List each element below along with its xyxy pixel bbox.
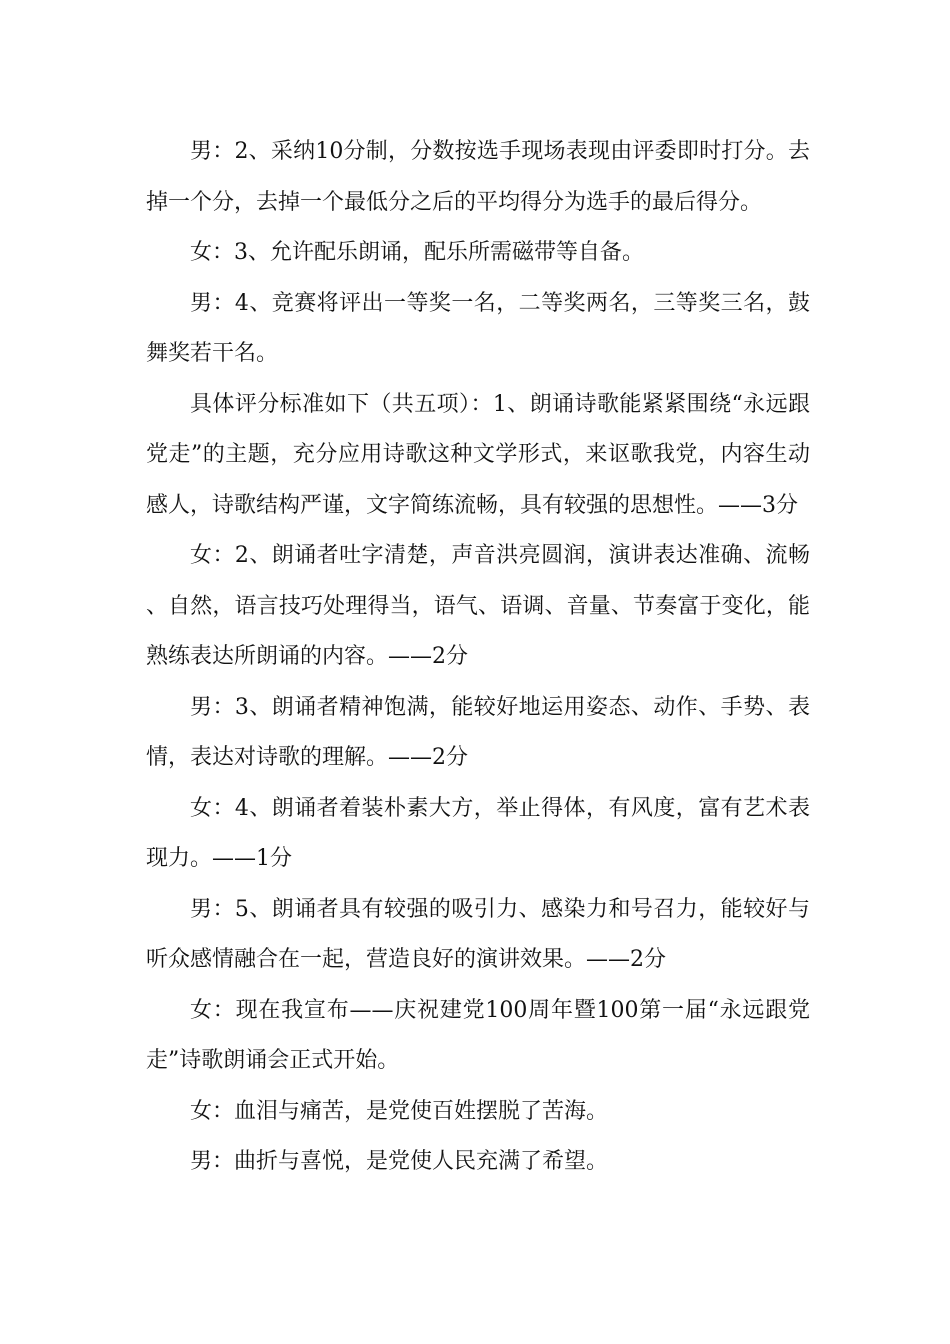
- paragraph: 女：2、朗诵者吐字清楚，声音洪亮圆润，演讲表达准确、流畅、自然，语言技巧处理得当，语气、语调、音量、节奏富于变化，能熟练表达所朗诵的内容。——2分: [146, 543, 810, 669]
- paragraph: 女：3、允许配乐朗诵，配乐所需磁带等自备。: [190, 240, 644, 265]
- paragraph: 具体评分标准如下（共五项）：1、朗诵诗歌能紧紧围绕“永远跟党走”的主题，充分应用诗歌这种文学形式，来讴歌我党，内容生动感人，诗歌结构严谨，文字简练流畅，具有较强的思想性。——3分: [146, 391, 810, 518]
- paragraph: 男：2、采纳10分制，分数按选手现场表现由评委即时打分。去掉一个分，去掉一个最低分之后的平均得分为选手的最后得分。: [146, 139, 810, 215]
- paragraph: 男：4、竞赛将评出一等奖一名，二等奖两名，三等奖三名，鼓舞奖若干名。: [146, 290, 810, 366]
- paragraph: 男：曲折与喜悦，是党使人民充满了希望。: [190, 1149, 609, 1174]
- paragraph: 女：现在我宣布——庆祝建党100周年暨100第一届“永远跟党走”诗歌朗诵会正式开始。: [146, 997, 810, 1073]
- paragraph: 女：4、朗诵者着装朴素大方，举止得体，有风度，富有艺术表现力。——1分: [146, 795, 810, 871]
- paragraph: 男：3、朗诵者精神饱满，能较好地运用姿态、动作、手势、表情，表达对诗歌的理解。——2分: [146, 694, 810, 770]
- paragraph: 男：5、朗诵者具有较强的吸引力、感染力和号召力，能较好与听众感情融合在一起，营造良好的演讲效果。——2分: [146, 896, 810, 972]
- paragraph: 女：血泪与痛苦，是党使百姓摆脱了苦海。: [190, 1098, 609, 1124]
- document-body: [146, 127, 810, 1188]
